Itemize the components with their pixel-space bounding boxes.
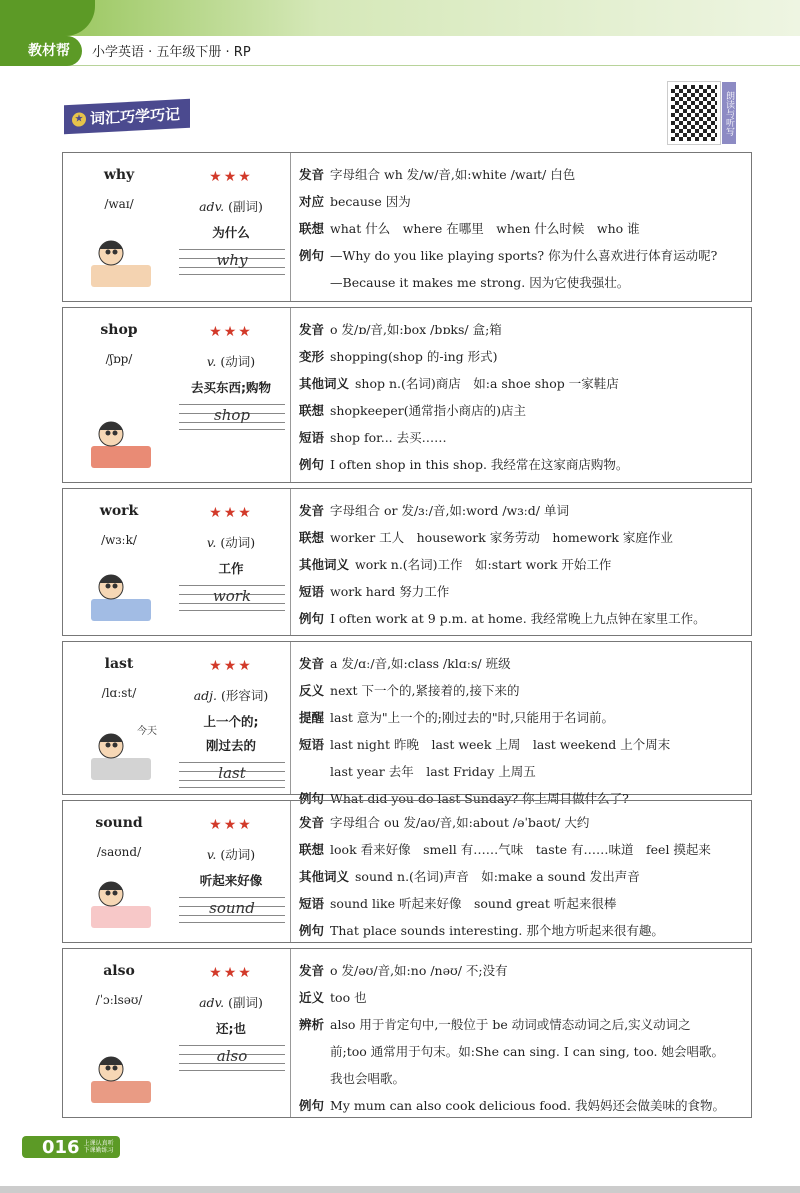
row-label: 近义	[299, 990, 325, 1005]
phonetic: /wɜːk/	[101, 533, 137, 547]
word-panel	[63, 153, 291, 301]
top-banner	[0, 0, 800, 36]
handwriting-lines	[179, 585, 285, 611]
row-label: 发音	[299, 656, 325, 671]
detail-row	[299, 451, 751, 478]
page-number-badge	[22, 1136, 120, 1158]
part-of-speech	[181, 533, 281, 551]
illustration-icon	[81, 565, 161, 625]
meaning-block	[175, 869, 287, 893]
row-label: 联想	[299, 530, 325, 545]
handwriting-lines	[179, 1045, 285, 1071]
row-text: worker 工人 housework 家务劳动 homework 家庭作业	[330, 530, 673, 545]
row-label: 例句	[299, 923, 325, 938]
vocab-card-shop	[62, 307, 752, 483]
part-of-speech	[181, 352, 281, 370]
row-label: 联想	[299, 842, 325, 857]
detail-row	[299, 809, 751, 836]
part-of-speech	[181, 993, 281, 1011]
pos-cn: (副词)	[228, 995, 263, 1010]
detail-row	[299, 836, 751, 863]
row-text: shopkeeper(通常指小商店的)店主	[330, 403, 527, 418]
row-label: 提醒	[299, 710, 325, 725]
handwriting: also	[216, 1047, 248, 1065]
book-title: 小学英语 · 五年级下册 · RP	[92, 45, 251, 60]
page-number: 016	[42, 1136, 80, 1158]
row-text: 前;too 通常用于句末。如:She can sing. I can sing, too. 她会唱歌。	[330, 1044, 724, 1059]
row-text: o 发/ɒ/音,如:box /bɒks/ 盒;箱	[330, 322, 502, 337]
word-panel	[63, 489, 291, 635]
row-label: 短语	[299, 896, 325, 911]
illustration-label: SHOP	[129, 436, 157, 447]
row-text: last 意为"上一个的;刚过去的"时,只能用于名词前。	[330, 710, 615, 725]
row-text: That place sounds interesting. 那个地方听起来很有趣。	[330, 923, 664, 938]
rating-stars: ★★★	[209, 324, 253, 340]
row-text: —Because it makes me strong. 因为它使我强壮。	[330, 275, 630, 290]
rating-stars: ★★★	[209, 817, 253, 833]
illustration-label: 今天	[137, 726, 157, 737]
row-text: I often work at 9 p.m. at home. 我经常晚上九点钟在家里工作。	[330, 611, 706, 626]
row-text: 字母组合 or 发/ɜː/音,如:word /wɜːd/ 单词	[330, 503, 569, 518]
row-label: 发音	[299, 815, 325, 830]
row-text: o 发/əʊ/音,如:no /nəʊ/ 不;没有	[330, 963, 508, 978]
row-text: too 也	[330, 990, 367, 1005]
row-label: 例句	[299, 457, 325, 472]
meaning: 去买东西;购物	[191, 380, 271, 395]
headword: why	[103, 167, 135, 183]
part-of-speech	[181, 686, 281, 704]
row-text: —Why do you like playing sports? 你为什么喜欢进行体育运动呢?	[330, 248, 718, 263]
row-text: shop n.(名词)商店 如:a shoe shop 一家鞋店	[355, 376, 619, 391]
handwriting-lines	[179, 249, 285, 275]
rating-stars: ★★★	[209, 169, 253, 185]
row-text: What did you do last Sunday? 你上周日做什么了?	[330, 791, 629, 806]
handwriting: work	[212, 587, 252, 605]
slogan	[84, 1140, 114, 1154]
detail-row	[299, 984, 751, 1011]
pos-abbr: adj.	[193, 688, 218, 703]
row-label: 发音	[299, 167, 325, 182]
page-edge	[0, 1186, 800, 1193]
detail-row	[299, 650, 751, 677]
row-label: 短语	[299, 737, 325, 752]
word-panel	[63, 949, 291, 1117]
row-label: 反义	[299, 683, 325, 698]
detail-row	[299, 605, 751, 632]
row-label: 对应	[299, 194, 325, 209]
pos-cn: (形容词)	[221, 688, 269, 703]
pos-cn: (副词)	[228, 199, 263, 214]
phonetic: /waɪ/	[104, 197, 134, 211]
illustration-icon	[81, 412, 161, 472]
qr-label: 朗读与听写	[722, 82, 736, 144]
detail-row	[299, 957, 751, 984]
detail-row	[299, 343, 751, 370]
row-text: work hard 努力工作	[330, 584, 450, 599]
row-label: 发音	[299, 963, 325, 978]
illustration-icon	[81, 724, 161, 784]
handwriting-lines	[179, 404, 285, 430]
handwriting: shop	[214, 406, 250, 424]
word-panel	[63, 308, 291, 482]
row-text: because 因为	[330, 194, 411, 209]
handwriting: sound	[209, 899, 255, 917]
headword: work	[99, 503, 139, 519]
detail-row	[299, 704, 751, 731]
row-label: 例句	[299, 1098, 325, 1113]
row-label: 联想	[299, 221, 325, 236]
part-of-speech	[181, 845, 281, 863]
meaning-block	[175, 221, 287, 245]
phonetic: /ˈɔːlsəʊ/	[95, 993, 143, 1007]
section-title	[64, 99, 190, 135]
detail-row	[299, 731, 751, 785]
row-text: what 什么 where 在哪里 when 什么时候 who 谁	[330, 221, 640, 236]
row-label: 例句	[299, 611, 325, 626]
row-text: shop for... 去买……	[330, 430, 447, 445]
pos-cn: (动词)	[220, 847, 256, 862]
detail-row	[299, 1092, 751, 1119]
detail-row	[299, 551, 751, 578]
illustration-icon	[81, 1047, 161, 1107]
star-icon: ★	[72, 112, 86, 127]
headword: also	[103, 963, 135, 979]
rating-stars: ★★★	[209, 658, 253, 674]
row-text: I often shop in this shop. 我经常在这家商店购物。	[330, 457, 629, 472]
rating-stars: ★★★	[209, 965, 253, 981]
pos-abbr: adv.	[199, 995, 225, 1010]
detail-row	[299, 242, 751, 296]
row-text: next 下一个的,紧接着的,接下来的	[330, 683, 520, 698]
row-label: 其他词义	[299, 376, 350, 391]
details-panel	[291, 642, 751, 806]
vocab-card-why	[62, 152, 752, 302]
row-label: 发音	[299, 322, 325, 337]
pos-abbr: v.	[206, 847, 217, 862]
row-text: work n.(名词)工作 如:start work 开始工作	[355, 557, 612, 572]
row-text: look 看来好像 smell 有……气味 taste 有……味道 feel 摸起来	[330, 842, 711, 857]
handwriting-lines	[179, 762, 285, 788]
pos-abbr: v.	[206, 354, 217, 369]
vocab-card-work	[62, 488, 752, 636]
word-panel	[63, 642, 291, 794]
detail-row	[299, 316, 751, 343]
row-label: 变形	[299, 349, 325, 364]
row-text: also 用于肯定句中,一般位于 be 动词或情态动词之后,实义动词之	[330, 1017, 691, 1032]
handwriting: last	[218, 764, 246, 782]
detail-row	[299, 578, 751, 605]
meaning: 听起来好像	[199, 873, 263, 888]
slogan-line: 上课认真听	[83, 1140, 114, 1147]
row-text: sound n.(名词)声音 如:make a sound 发出声音	[355, 869, 640, 884]
handwriting: why	[216, 251, 248, 269]
phonetic: /saʊnd/	[96, 845, 142, 859]
meaning-block	[175, 1017, 287, 1041]
vocab-card-also	[62, 948, 752, 1118]
phonetic: /ʃɒp/	[105, 352, 133, 366]
pos-abbr: v.	[206, 535, 217, 550]
row-label: 例句	[299, 248, 325, 263]
handwriting-lines	[179, 897, 285, 923]
detail-row	[299, 424, 751, 451]
details-panel	[291, 153, 751, 301]
meaning: 为什么	[212, 225, 250, 240]
row-text: My mum can also cook delicious food. 我妈妈还会做美味的食物。	[330, 1098, 726, 1113]
row-text: shopping(shop 的-ing 形式)	[330, 349, 498, 364]
row-text: last year 去年 last Friday 上周五	[330, 764, 536, 779]
detail-row	[299, 863, 751, 890]
details-panel	[291, 308, 751, 482]
details-panel	[291, 949, 751, 1117]
qr-code-icon[interactable]	[668, 82, 720, 144]
meaning: 还;也	[216, 1021, 246, 1036]
row-text: 字母组合 wh 发/w/音,如:white /waɪt/ 白色	[330, 167, 576, 182]
row-text: last night 昨晚 last week 上周 last weekend 上个周末	[330, 737, 671, 752]
meaning-block	[175, 376, 287, 400]
row-label: 短语	[299, 430, 325, 445]
meaning: 工作	[218, 561, 244, 576]
vocab-card-last	[62, 641, 752, 806]
row-label: 其他词义	[299, 557, 350, 572]
page-header	[0, 36, 800, 66]
detail-row	[299, 397, 751, 424]
meaning: 上一个的;	[203, 714, 259, 729]
detail-row	[299, 370, 751, 397]
brand-label: 教材帮	[0, 36, 82, 66]
detail-row	[299, 890, 751, 917]
section-title-text: 词汇巧学巧记	[90, 105, 181, 128]
row-label: 辨析	[299, 1017, 325, 1032]
detail-row	[299, 917, 751, 944]
pos-cn: (动词)	[220, 535, 256, 550]
slogan-line: 下课勤练习	[83, 1147, 114, 1154]
detail-row	[299, 497, 751, 524]
detail-row	[299, 215, 751, 242]
headword: sound	[95, 815, 143, 831]
illustration-icon	[81, 231, 161, 291]
row-text: 我也会唱歌。	[330, 1071, 406, 1086]
row-label: 联想	[299, 403, 325, 418]
row-text: 字母组合 ou 发/aʊ/音,如:about /əˈbaʊt/ 大约	[330, 815, 590, 830]
word-panel	[63, 801, 291, 942]
details-panel	[291, 801, 751, 942]
headword: last	[104, 656, 134, 672]
phonetic: /lɑːst/	[101, 686, 137, 700]
headword: shop	[100, 322, 138, 338]
meaning: 刚过去的	[205, 738, 256, 753]
detail-row	[299, 677, 751, 704]
rating-stars: ★★★	[209, 505, 253, 521]
pos-cn: (动词)	[220, 354, 256, 369]
part-of-speech	[181, 197, 281, 215]
meaning-block	[175, 557, 287, 581]
pos-abbr: adv.	[199, 199, 225, 214]
row-label: 例句	[299, 791, 325, 806]
meaning-block	[175, 710, 287, 758]
detail-row	[299, 1011, 751, 1092]
row-label: 其他词义	[299, 869, 350, 884]
row-label: 发音	[299, 503, 325, 518]
detail-row	[299, 524, 751, 551]
detail-row	[299, 161, 751, 188]
row-text: sound like 听起来好像 sound great 听起来很棒	[330, 896, 617, 911]
detail-row	[299, 188, 751, 215]
vocab-card-sound	[62, 800, 752, 943]
row-label: 短语	[299, 584, 325, 599]
row-text: a 发/ɑː/音,如:class /klɑːs/ 班级	[330, 656, 511, 671]
details-panel	[291, 489, 751, 635]
illustration-icon	[81, 872, 161, 932]
